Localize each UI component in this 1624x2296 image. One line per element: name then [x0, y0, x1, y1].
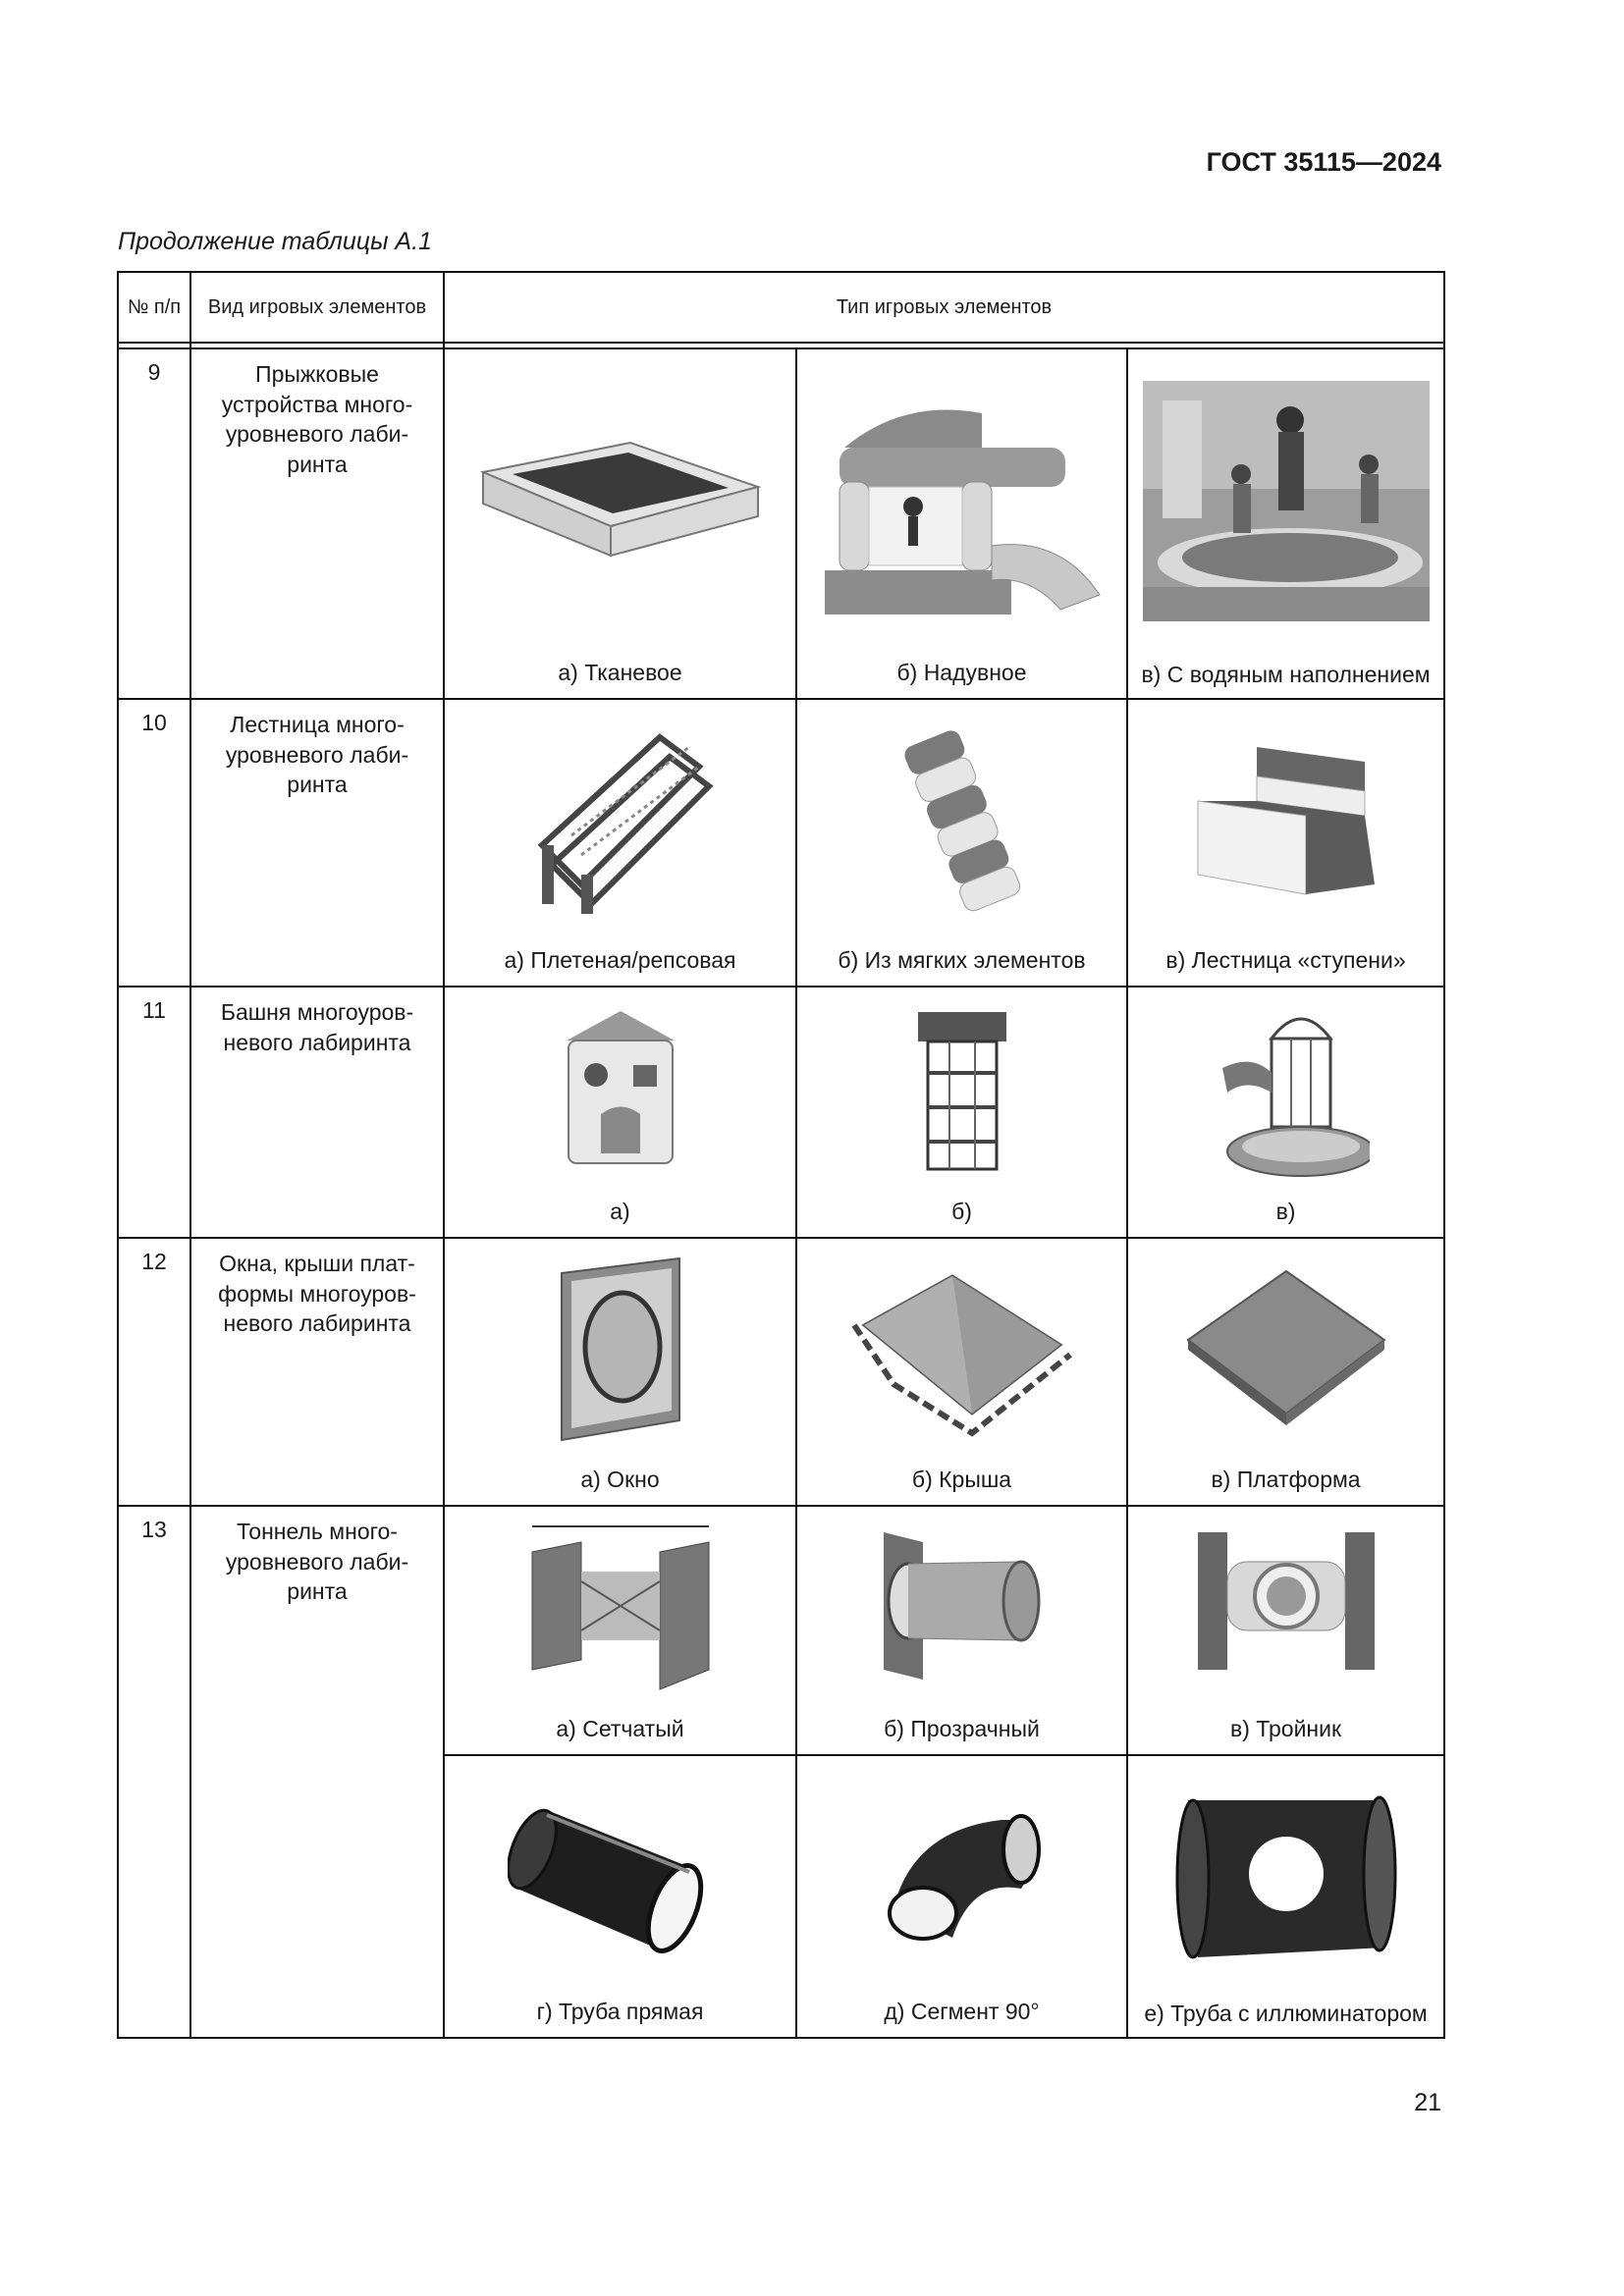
table-header-row	[118, 272, 1444, 343]
item-cell	[444, 1755, 796, 2038]
porthole-pipe-image	[1168, 1781, 1404, 1967]
elbow-segment-image	[874, 1800, 1051, 1948]
item-caption: д) Сегмент 90°	[884, 1999, 1040, 2025]
table-row	[118, 348, 1444, 699]
tower-c-image	[1203, 999, 1370, 1181]
item-cell	[444, 1238, 796, 1506]
play-elements-table	[117, 271, 1445, 2039]
page-number: 21	[1414, 2089, 1441, 2116]
item-caption: б) Прозрачный	[884, 1716, 1040, 1742]
fabric-trampoline-image	[473, 433, 768, 570]
item-caption: б) Надувное	[896, 660, 1027, 686]
item-cell	[1127, 987, 1444, 1238]
header-num: № п/п	[118, 272, 190, 343]
header-kind: Вид игровых элементов	[190, 272, 444, 343]
table-continuation-caption: Продолжение таблицы А.1	[118, 228, 432, 255]
item-cell	[444, 348, 796, 699]
item-caption: а) Сетчатый	[556, 1716, 684, 1742]
item-caption: а) Окно	[580, 1467, 660, 1493]
item-cell	[1127, 1506, 1444, 1755]
item-caption: г) Труба прямая	[536, 1999, 704, 2025]
item-cell	[1127, 1755, 1444, 2038]
row-number: 9	[118, 348, 190, 699]
row-kind: Тоннель много-уровневого лаби-ринта	[190, 1506, 444, 2038]
row-kind: Башня многоуров-невого лабиринта	[190, 987, 444, 1238]
item-caption: а) Плетеная/репсовая	[504, 947, 736, 974]
item-cell	[796, 699, 1127, 987]
item-cell	[796, 987, 1127, 1238]
table-row	[118, 699, 1444, 987]
row-number: 12	[118, 1238, 190, 1506]
row-kind: Окна, крыши плат-формы многоуров-невого лабиринта	[190, 1238, 444, 1506]
mesh-tunnel-image	[522, 1522, 719, 1694]
item-caption: б)	[951, 1199, 972, 1225]
item-caption: б) Крыша	[911, 1467, 1012, 1493]
item-cell	[796, 1755, 1127, 2038]
header-type: Тип игровых элементов	[444, 272, 1444, 343]
straight-pipe-image	[508, 1790, 733, 1957]
item-cell	[1127, 1238, 1444, 1506]
standard-number: ГОСТ 35115—2024	[1206, 147, 1441, 177]
item-cell	[444, 987, 796, 1238]
soft-stairs-image	[1178, 737, 1394, 904]
row-kind: Прыжковые устройства много-уровневого лаби-ринта	[190, 348, 444, 699]
item-caption: е) Труба с иллюминатором	[1144, 2001, 1428, 2027]
tower-b-image	[908, 1004, 1016, 1176]
platform-image	[1178, 1266, 1394, 1433]
row-number: 11	[118, 987, 190, 1238]
tee-tunnel-image	[1188, 1522, 1384, 1694]
tower-a-image	[557, 1006, 684, 1173]
item-cell	[796, 1506, 1127, 1755]
clear-tunnel-image	[874, 1522, 1051, 1694]
row-number: 13	[118, 1506, 190, 2038]
item-cell	[444, 1506, 796, 1755]
item-cell	[1127, 699, 1444, 987]
rope-ladder-image	[522, 727, 719, 914]
roof-image	[844, 1256, 1080, 1443]
item-caption: в)	[1275, 1199, 1296, 1225]
item-cell	[796, 1238, 1127, 1506]
item-caption: в) Платформа	[1211, 1467, 1361, 1493]
item-caption: в) Лестница «ступени»	[1165, 947, 1406, 974]
table-row	[118, 1506, 1444, 1755]
item-cell	[1127, 348, 1444, 699]
item-caption: в) С водяным наполнением	[1141, 662, 1431, 688]
inflatable-trampoline-image	[815, 389, 1110, 614]
item-caption: в) Тройник	[1229, 1716, 1342, 1742]
table-row	[118, 987, 1444, 1238]
item-caption: а)	[610, 1199, 630, 1225]
item-caption: б) Из мягких элементов	[838, 947, 1086, 974]
soft-steps-image	[893, 722, 1031, 919]
row-number: 10	[118, 699, 190, 987]
item-cell	[796, 348, 1127, 699]
item-cell	[444, 699, 796, 987]
window-panel-image	[552, 1254, 689, 1445]
table-row	[118, 1238, 1444, 1506]
row-kind: Лестница много-уровневого лаби-ринта	[190, 699, 444, 987]
water-trampoline-photo	[1143, 381, 1430, 621]
item-caption: а) Тканевое	[558, 660, 682, 686]
